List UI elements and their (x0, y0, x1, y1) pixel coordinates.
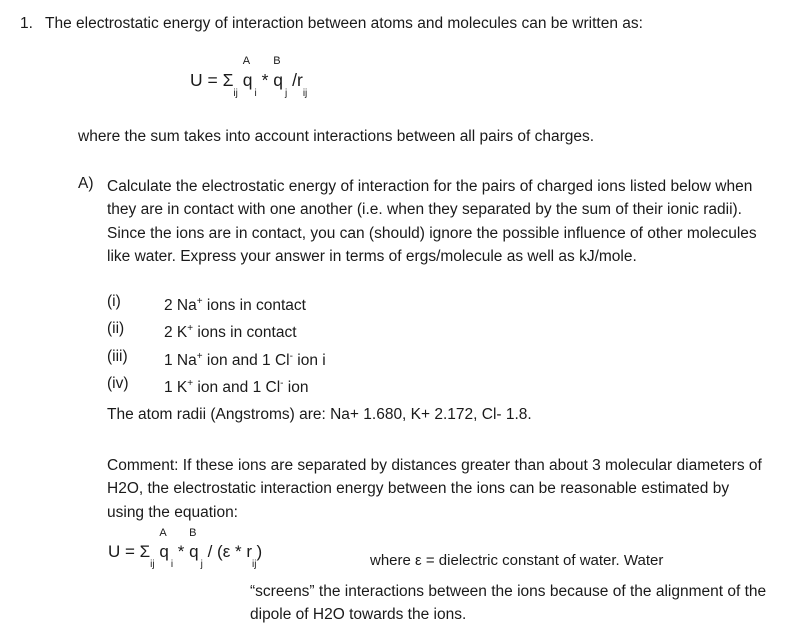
subscript-j: j (285, 88, 288, 99)
superscript-a: A (242, 55, 251, 67)
list-item: (iii) 1 Na+ ion and 1 Cl- ion i (107, 347, 326, 369)
dielectric-note: where ε = dielectric constant of water. Water (370, 552, 664, 569)
list-item: (ii) 2 K+ ions in contact (107, 320, 297, 342)
equation-coulomb (190, 55, 308, 99)
superscript-b: B (189, 527, 197, 539)
close-paren: ) (256, 542, 263, 561)
subscript-i: i (170, 559, 174, 570)
distance-index: ij (252, 559, 257, 570)
equation-lhs: U = Σ (190, 70, 234, 90)
comment-text: Comment: If these ions are separated by distances greater than about 3 molecular diameters of H2O, the electrostatic interaction energy between the ions can be reasonable estimated by using the equation: (107, 457, 762, 521)
multiply-sign: * (177, 542, 185, 561)
subscript-j: j (200, 559, 203, 570)
divide-dielectric: / (ε * r (207, 542, 253, 561)
atom-radii: The atom radii (Angstroms) are: Na+ 1.680, K+ 2.172, Cl- 1.8. (107, 406, 532, 423)
subscript-i: i (254, 88, 257, 99)
divide-distance: /r (292, 70, 303, 90)
sum-index: ij (150, 559, 155, 570)
problem-number: 1. (20, 15, 33, 32)
sum-explanation: where the sum takes into account interactions between all pairs of charges. (78, 128, 595, 145)
part-a-text: Calculate the electrostatic energy of interaction for the pairs of charged ions listed below when they are in contact with one another (i.e. when they separated by the sum of their ionic radii). Since the ions are in contact, you can (should) ignore the possible influence of other molecules like water. Express your answer in terms of ergs/molecule as well as kJ/mole. (107, 178, 757, 265)
distance-index: ij (302, 88, 308, 99)
screening-text: “screens” the interactions between the ions because of the alignment of the dipole of H2O towards the ions. (250, 583, 767, 624)
superscript-b: B (273, 55, 281, 67)
multiply-sign: * (261, 70, 269, 90)
sum-index: ij (233, 88, 238, 99)
equation-lhs: U = Σ (108, 542, 151, 561)
problem-intro: The electrostatic energy of interaction between atoms and molecules can be written as: (45, 15, 643, 32)
ion-pair-list (107, 290, 326, 399)
charge-qb: B q (273, 55, 283, 90)
superscript-a: A (159, 527, 167, 539)
equation-screened (108, 527, 263, 570)
part-a-label: A) (78, 175, 94, 192)
list-item: (i) 2 Na+ ions in contact (107, 293, 306, 314)
charge-qa: A q (159, 527, 169, 561)
list-item: (iv) 1 K+ ion and 1 Cl- ion (107, 374, 309, 396)
charge-qb: B q (189, 527, 199, 561)
charge-qa: A q (242, 55, 253, 90)
